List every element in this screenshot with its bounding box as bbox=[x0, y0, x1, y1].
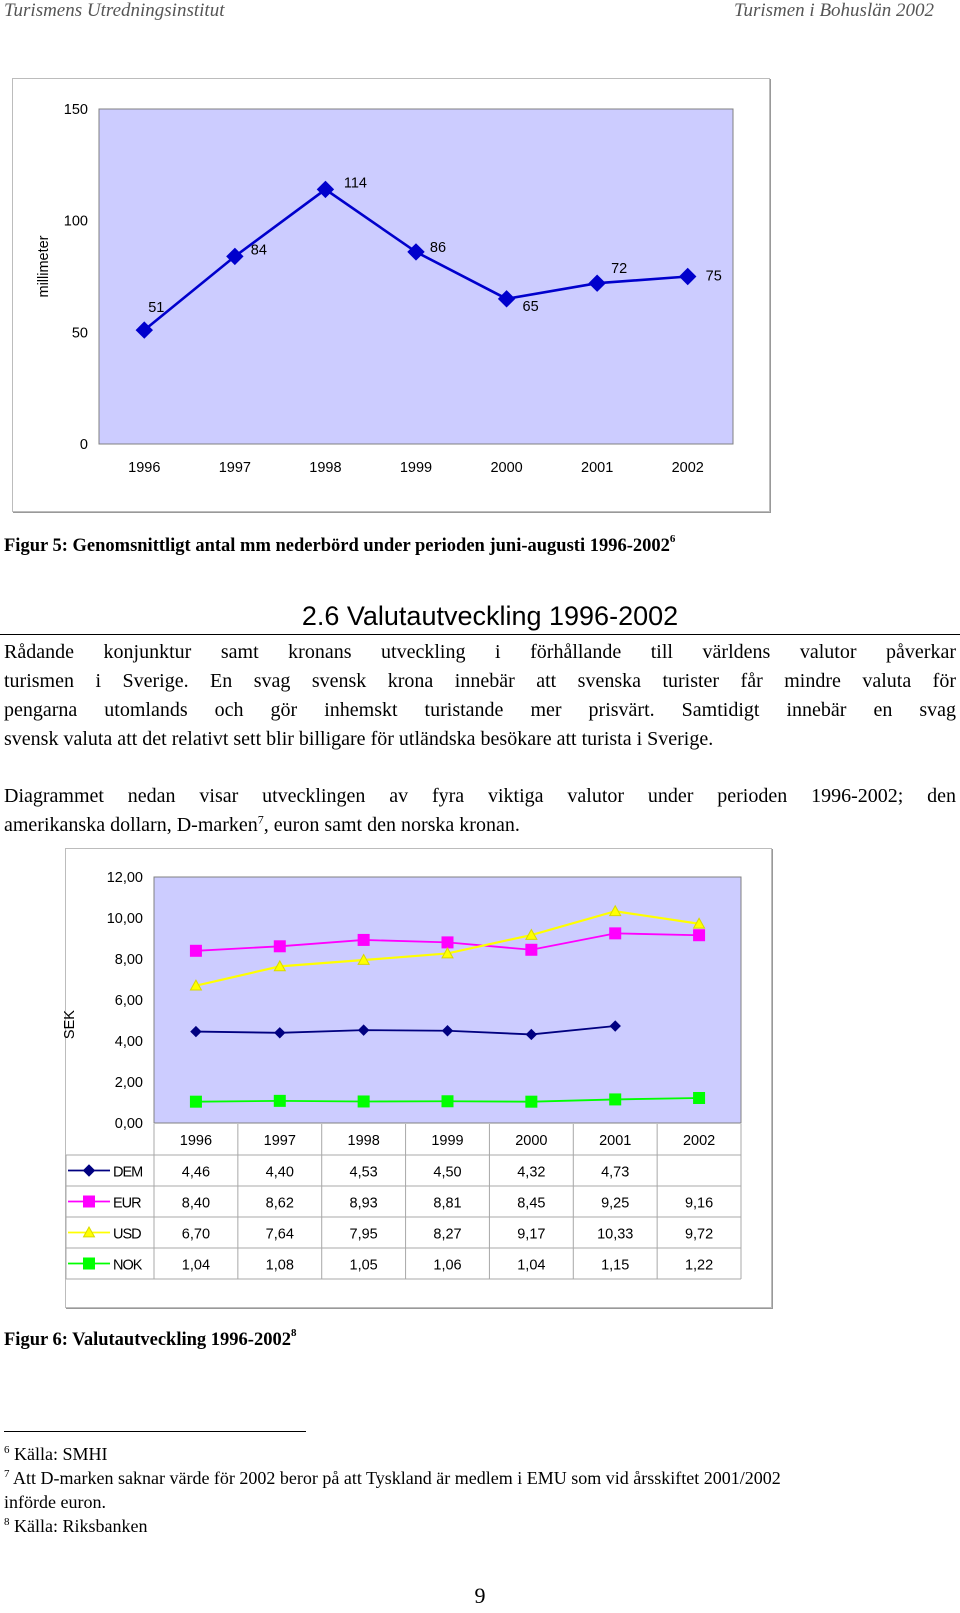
x-tick-label: 2002 bbox=[671, 460, 704, 476]
legend-label: EUR bbox=[113, 1195, 141, 1212]
table-cell: 10,33 bbox=[597, 1226, 634, 1243]
y-axis-label: millimeter bbox=[36, 235, 52, 298]
series-point-nok bbox=[274, 1095, 285, 1106]
currency-chart bbox=[62, 848, 772, 1308]
page-number: 9 bbox=[474, 1583, 486, 1608]
y-tick-label: 100 bbox=[63, 213, 88, 230]
table-header-cell: 1998 bbox=[347, 1133, 380, 1149]
table-header-cell: 1996 bbox=[179, 1133, 213, 1149]
footnotes bbox=[4, 1442, 956, 1538]
x-tick-label: 2001 bbox=[581, 460, 614, 476]
page-header bbox=[4, 0, 934, 26]
table-cell: 1,08 bbox=[265, 1257, 294, 1274]
precipitation-chart-svg bbox=[13, 79, 769, 511]
chart-intro-paragraph bbox=[4, 782, 956, 840]
series-point-nok bbox=[190, 1096, 201, 1107]
footnote-divider bbox=[4, 1431, 306, 1432]
data-label: 75 bbox=[705, 268, 722, 285]
table-header-cell: 2001 bbox=[599, 1133, 632, 1149]
paragraph-line: svensk valuta att det relativt sett blir billigare för utländska besökare att turista i Sverige. bbox=[4, 728, 714, 750]
series-point-eur bbox=[190, 945, 201, 956]
series-point-eur bbox=[610, 928, 621, 939]
table-cell: 9,25 bbox=[601, 1195, 630, 1212]
series-point-nok bbox=[610, 1094, 621, 1105]
y-tick-label: 0,00 bbox=[114, 1116, 143, 1132]
footnote: $^8$ Källa: Riksbanken bbox=[4, 1516, 148, 1536]
legend-marker-dem bbox=[84, 1165, 95, 1176]
legend-marker-nok bbox=[84, 1258, 95, 1269]
table-cell: 1,04 bbox=[181, 1257, 211, 1274]
series-point-nok bbox=[358, 1096, 369, 1107]
table-cell: 6,70 bbox=[181, 1226, 211, 1243]
data-label: 84 bbox=[250, 242, 267, 259]
footnote-continuation: införde euron. bbox=[4, 1492, 106, 1512]
paragraph-line: Diagrammet nedan visar utvecklingen av fyra viktiga valutor under perioden 1996-2002; den bbox=[4, 785, 956, 807]
header-left: Turismens Utredningsinstitut bbox=[4, 0, 225, 21]
figure6-caption: Figur 6: Valutautveckling 1996-2002$^8$ bbox=[4, 1327, 297, 1350]
series-point-eur bbox=[694, 930, 705, 941]
plot-area bbox=[154, 877, 741, 1123]
table-cell: 1,06 bbox=[433, 1257, 462, 1274]
footnote: $^6$ Källa: SMHI bbox=[4, 1444, 108, 1464]
legend-marker-eur bbox=[84, 1196, 95, 1207]
paragraph-line: Rådande konjunktur samt kronans utveckling i förhållande till världens valutor påverkar bbox=[4, 641, 956, 663]
series-point-nok bbox=[526, 1096, 537, 1107]
table-cell: 4,46 bbox=[181, 1164, 211, 1181]
table-cell: 8,62 bbox=[265, 1195, 294, 1212]
paragraph-line: amerikanska dollarn, D-marken$^7$, euron samt den norska kronan. bbox=[4, 812, 520, 836]
footnote-ref-8: 8 bbox=[290, 1327, 297, 1339]
table-cell: 7,95 bbox=[349, 1226, 378, 1243]
footnote-ref-6: 6 bbox=[669, 533, 676, 545]
paragraph-line: turismen i Sverige. En svag svensk krona innebär att svenska turister får mindre valuta för bbox=[4, 670, 956, 692]
intro-paragraph bbox=[4, 638, 956, 754]
table-cell: 4,40 bbox=[265, 1164, 294, 1181]
footnote: $^7$ Att D-marken saknar värde för 2002 beror på att Tyskland är medlem i EMU som vid årsskiftet 2001/2002 bbox=[4, 1468, 781, 1488]
table-cell: 1,05 bbox=[349, 1257, 378, 1274]
table-cell: 7,64 bbox=[265, 1226, 294, 1243]
table-header-cell: 2002 bbox=[682, 1133, 716, 1149]
y-tick-label: 6,00 bbox=[114, 993, 143, 1009]
data-label: 72 bbox=[611, 261, 628, 278]
table-header-cell: 2000 bbox=[515, 1133, 548, 1149]
table-cell: 4,50 bbox=[433, 1164, 462, 1181]
header-right: Turismen i Bohuslän 2002 bbox=[733, 0, 934, 21]
section-heading: 2.6 Valutautveckling 1996-2002 bbox=[0, 601, 960, 635]
table-cell: 8,45 bbox=[517, 1195, 546, 1212]
plot-area bbox=[99, 109, 733, 444]
footnote-ref-7: 7 bbox=[257, 812, 264, 827]
series-point-eur bbox=[442, 937, 453, 948]
data-label: 51 bbox=[148, 300, 165, 317]
x-tick-label: 1999 bbox=[399, 460, 433, 476]
table-header-cell: 1997 bbox=[263, 1133, 296, 1149]
series-point-nok bbox=[694, 1092, 705, 1103]
series-point-eur bbox=[526, 944, 537, 955]
legend-label: USD bbox=[113, 1226, 141, 1243]
data-label: 86 bbox=[429, 239, 447, 256]
table-cell: 8,81 bbox=[433, 1195, 462, 1212]
series-point-nok bbox=[442, 1096, 453, 1107]
x-tick-label: 2000 bbox=[490, 460, 523, 476]
table-cell: 1,22 bbox=[684, 1257, 714, 1274]
legend-label: DEM bbox=[113, 1164, 143, 1181]
y-tick-label: 12,00 bbox=[106, 870, 143, 886]
table-cell: 9,72 bbox=[684, 1226, 714, 1243]
table-cell: 8,27 bbox=[433, 1226, 462, 1243]
y-tick-label: 2,00 bbox=[114, 1075, 143, 1091]
x-tick-label: 1998 bbox=[309, 460, 342, 476]
table-cell: 1,15 bbox=[601, 1257, 630, 1274]
table-cell: 1,04 bbox=[517, 1257, 546, 1274]
data-label: 65 bbox=[522, 298, 539, 315]
figure5-caption: Figur 5: Genomsnittligt antal mm nederbörd under perioden juni-augusti 1996-2002$^6$ bbox=[4, 533, 676, 556]
y-tick-label: 4,00 bbox=[114, 1034, 143, 1050]
table-cell: 4,53 bbox=[349, 1164, 378, 1181]
table-header-cell: 1999 bbox=[431, 1133, 464, 1149]
table-cell: 9,16 bbox=[684, 1195, 714, 1212]
x-tick-label: 1997 bbox=[218, 460, 251, 476]
table-cell: 4,32 bbox=[517, 1164, 546, 1181]
y-tick-label: 10,00 bbox=[106, 911, 143, 927]
series-point-eur bbox=[358, 934, 369, 945]
y-tick-label: 150 bbox=[63, 102, 88, 118]
paragraph-line: pengarna utomlands och gör inhemskt turistande mer prisvärt. Samtidigt innebär en svag bbox=[4, 699, 956, 721]
x-tick-label: 1996 bbox=[128, 460, 161, 476]
y-tick-label: 50 bbox=[71, 325, 88, 342]
y-tick-label: 0 bbox=[79, 437, 88, 453]
table-cell: 4,73 bbox=[601, 1164, 630, 1181]
currency-chart-svg bbox=[62, 849, 771, 1307]
series-point-eur bbox=[274, 941, 285, 952]
data-label: 114 bbox=[343, 175, 367, 192]
table-cell: 8,40 bbox=[181, 1195, 211, 1212]
precipitation-chart bbox=[12, 78, 770, 512]
y-axis-label: SEK bbox=[62, 1010, 78, 1040]
table-cell: 9,17 bbox=[517, 1226, 546, 1243]
legend-label: NOK bbox=[113, 1257, 142, 1274]
y-tick-label: 8,00 bbox=[114, 952, 143, 968]
table-cell: 8,93 bbox=[349, 1195, 378, 1212]
